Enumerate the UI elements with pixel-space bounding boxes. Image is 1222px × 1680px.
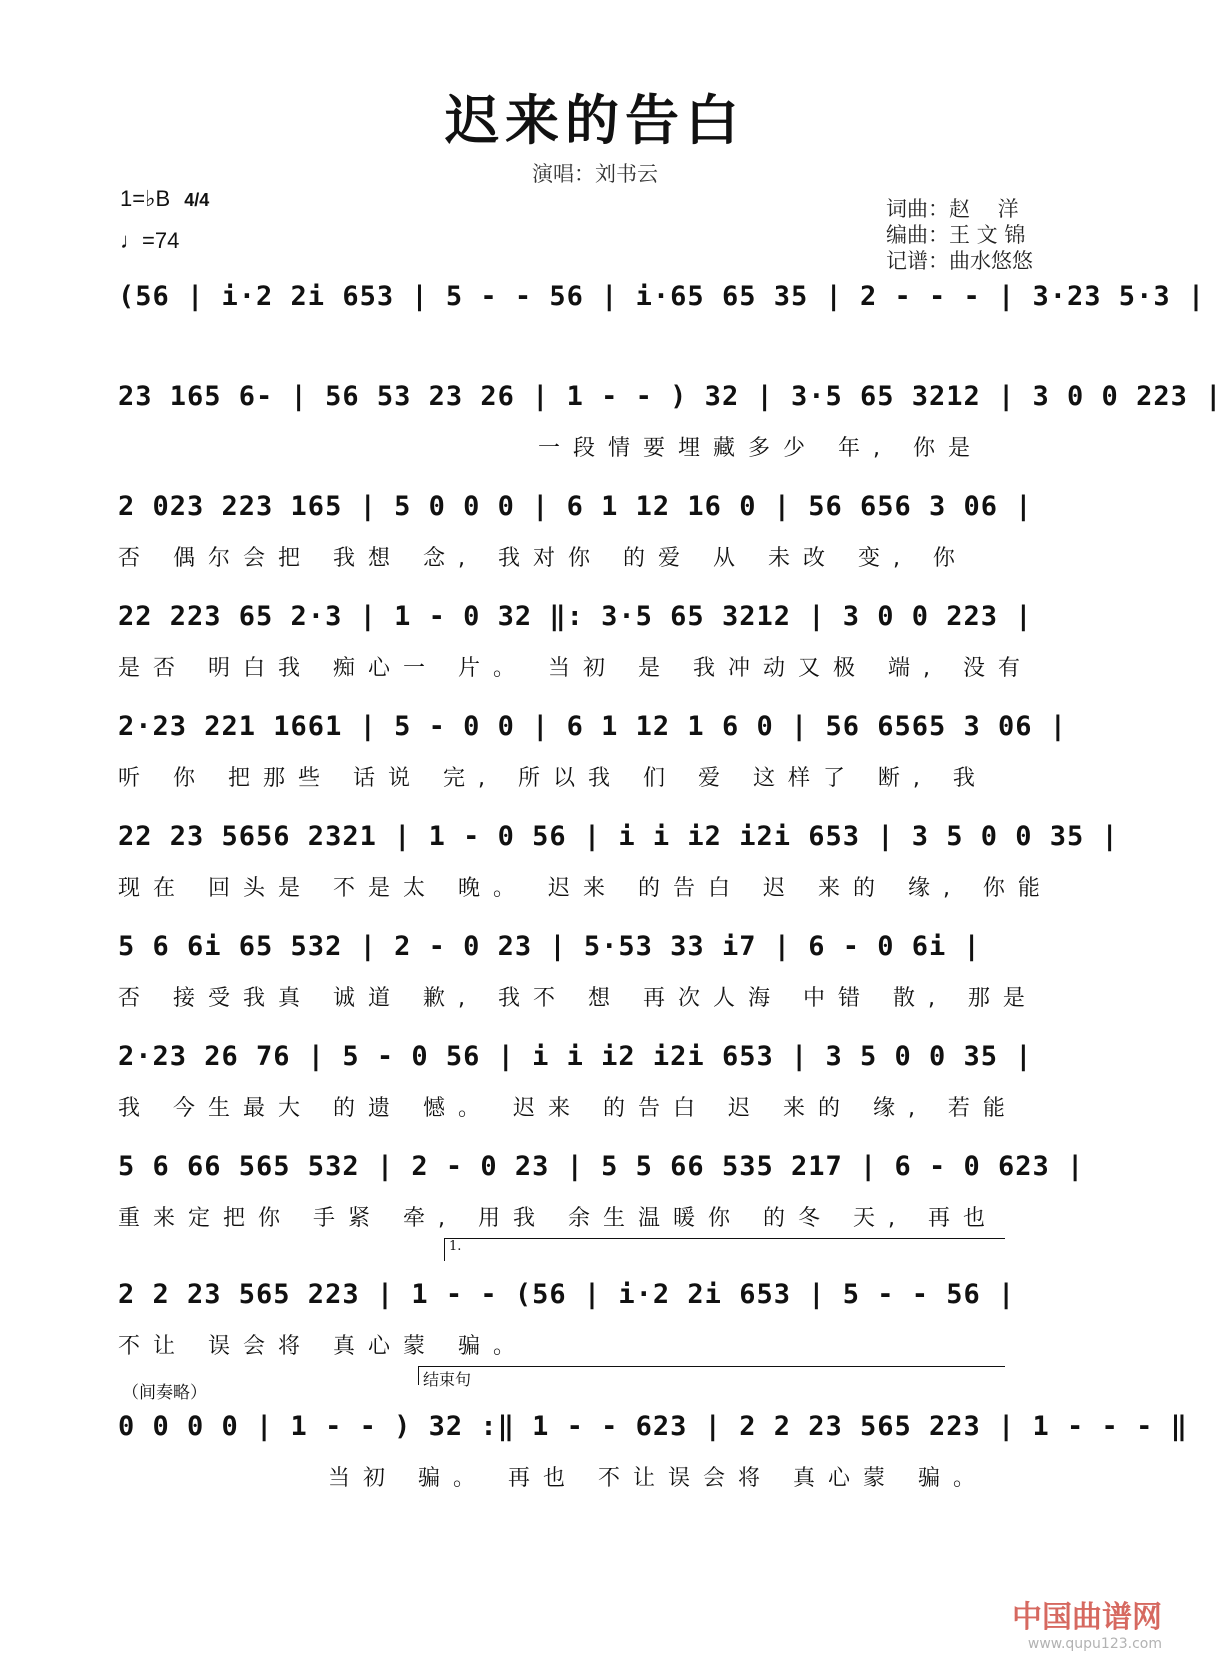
notation-line: 2·23 221 1661 | 5 - 0 0 | 6 1 12 1 6 0 | 56 6565 3 06 |	[118, 710, 1068, 742]
credits-block	[886, 196, 1076, 274]
score-row	[118, 480, 1078, 576]
notation-line: 23 165 6- | 56 53 23 26 | 1 - - ) 32 | 3·5 65 3212 | 3 0 0 223 |	[118, 380, 1222, 412]
song-title: 迟来的告白	[445, 88, 745, 152]
lyrics-line: 否 偶尔会把 我想 念, 我对你 的爱 从 未改 变, 你	[118, 545, 968, 571]
notation-line: (56 | i·2 2i 653 | 5 - - 56 | i·65 65 35 | 2 - - - | 3·23 5·3 |	[118, 280, 1206, 312]
notation-line: 22 223 65 2·3 | 1 - 0 32 ‖: 3·5 65 3212 | 3 0 0 223 |	[118, 600, 1033, 632]
notation-line: 2 2 23 565 223 | 1 - - (56 | i·2 2i 653 | 5 - - 56 |	[118, 1278, 1016, 1310]
score-row	[118, 1268, 1078, 1364]
score-row	[118, 1400, 1188, 1496]
score-row	[118, 370, 1222, 466]
score-row	[118, 270, 1206, 322]
first-ending-bracket	[444, 1238, 1005, 1261]
lyrics-line: 是否 明白我 痴心一 片。 当初 是 我冲动又极 端, 没有	[118, 655, 1033, 681]
score-row	[118, 810, 1119, 906]
tempo-marking: ♩=74	[120, 228, 180, 253]
credit-lyrics-music: 词曲：赵 洋	[886, 197, 1019, 221]
lyrics-line: 现在 回头是 不是太 晚。 迟来 的告白 迟 来的 缘, 你能	[118, 875, 1053, 901]
lyrics-line: 当初 骗。 再也 不让误会将 真心蒙 骗。	[328, 1465, 988, 1491]
watermark-url: www.qupu123.com	[1027, 1636, 1162, 1652]
notation-line: 2·23 26 76 | 5 - 0 56 | i i i2 i2i 653 | 3 5 0 0 35 |	[118, 1040, 1033, 1072]
interlude-label: （间奏略）	[122, 1383, 207, 1403]
time-signature: 4/4	[184, 190, 210, 210]
score-row	[118, 1140, 1085, 1236]
ending-bracket	[418, 1366, 1005, 1389]
lyrics-line: 不让 误会将 真心蒙 骗。	[118, 1333, 528, 1359]
lyrics-line: 听 你 把那些 话说 完, 所以我 们 爱 这样了 断, 我	[118, 765, 988, 791]
watermark-logo: 中国曲谱网	[1012, 1600, 1162, 1635]
singer-credit: 演唱：刘书云	[532, 162, 658, 186]
credit-arranger: 编曲：王 文 锦	[886, 223, 1026, 247]
notation-line: 5 6 6i 65 532 | 2 - 0 23 | 5·53 33 i7 | 6 - 0 6i |	[118, 930, 981, 962]
notation-line: 22 23 5656 2321 | 1 - 0 56 | i i i2 i2i 653 | 3 5 0 0 35 |	[118, 820, 1119, 852]
first-ending-label: 1.	[449, 1239, 462, 1254]
key-signature-block	[120, 186, 209, 212]
ending-label: 结束句	[423, 1370, 472, 1389]
credit-transcriber: 记谱：曲水悠悠	[886, 249, 1033, 273]
lyrics-line: 否 接受我真 诚道 歉, 我不 想 再次人海 中错 散, 那是	[118, 985, 1038, 1011]
notation-line: 2 023 223 165 | 5 0 0 0 | 6 1 12 16 0 | 56 656 3 06 |	[118, 490, 1033, 522]
score-row	[118, 700, 1078, 796]
key-signature: 1=♭B	[120, 186, 171, 211]
notation-line: 5 6 66 565 532 | 2 - 0 23 | 5 5 66 535 217 | 6 - 0 623 |	[118, 1150, 1085, 1182]
lyrics-line: 重来定把你 手紧 牵, 用我 余生温暖你 的冬 天, 再也	[118, 1205, 998, 1231]
score-row	[118, 590, 1078, 686]
lyrics-line: 一段情要埋藏多少 年, 你是	[538, 435, 983, 461]
score-row	[118, 920, 1078, 1016]
watermark	[1012, 1592, 1162, 1652]
notation-line: 0 0 0 0 | 1 - - ) 32 :‖ 1 - - 623 | 2 2 23 565 223 | 1 - - - ‖	[118, 1410, 1188, 1442]
score-row	[118, 1030, 1078, 1126]
lyrics-line: 我 今生最大 的遗 憾。 迟来 的告白 迟 来的 缘, 若能	[118, 1095, 1018, 1121]
